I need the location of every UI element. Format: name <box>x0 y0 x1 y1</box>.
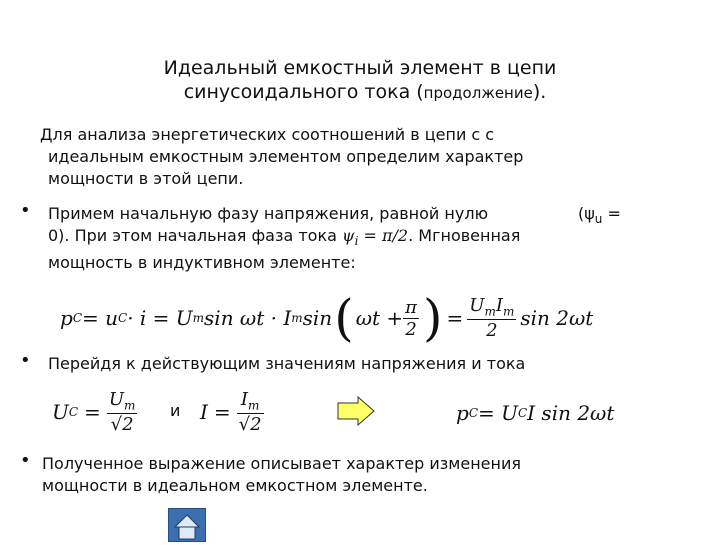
intro-paragraph: Для анализа энергетических соотношений в цепи с с идеальным емкостным элементом определим характер мощности в этой цепи. <box>40 125 524 188</box>
bullet-3-text: Полученное выражение описывает характер изменения мощности в идеальном емкостном элементе. <box>42 454 521 495</box>
bullet-1-text: Примем начальную фазу напряжения, равной нулю ($\psi_u$ = 0). При этом начальная фаза тока $\psi_i = \pi/2$. Мгновенная мощность в индуктивном элементе: <box>48 204 621 273</box>
instantaneous-power-formula: p C = u C · i = U m sin ωt · I m sin ( ωt + $\frac{\pi}{2}$ ) = $\frac{U_mI_m}{2}$ sin 2ωt <box>60 289 594 347</box>
right-arrow-icon <box>336 396 376 426</box>
bullet-marker-1: • <box>20 200 31 221</box>
bullet-marker-2: • <box>20 350 31 371</box>
page-title <box>0 56 720 105</box>
i-formula: I = $\frac{I_m}{√2}$ <box>200 389 262 435</box>
bullet-2-text: Перейдя к действующим значениям напряжения и тока <box>48 354 526 373</box>
bullet-marker-3: • <box>20 450 31 471</box>
uc-formula: U C = $\frac{U_m}{√2}$ <box>52 389 136 435</box>
and-word: и <box>170 401 181 420</box>
home-button[interactable] <box>168 508 206 542</box>
title-line-2: синусоидального тока (продолжение). <box>183 81 547 103</box>
result-formula: p C = U C I sin 2ωt <box>456 401 615 425</box>
home-icon <box>169 509 205 541</box>
title-line-1: Идеальный емкостный элемент в цепи <box>163 57 557 79</box>
